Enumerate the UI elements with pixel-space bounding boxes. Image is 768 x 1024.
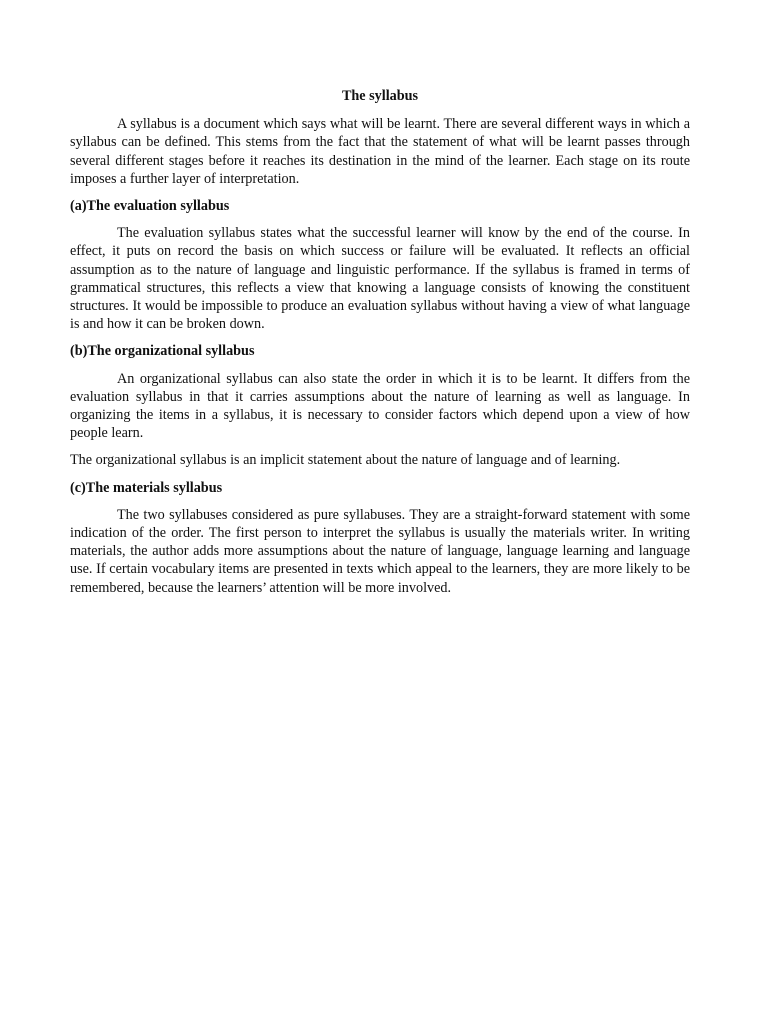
intro-paragraph: A syllabus is a document which says what will be learnt. There are several different ways in which a syllabus can be defined. This stems from the fact that the statement of what will be learnt passes through several different stages before it reaches its destination in the mind of the learner. Each stage on its route imposes a further layer of interpretation. (70, 116, 690, 187)
document-page (70, 87, 690, 606)
document-title: The syllabus (341, 88, 419, 104)
section-heading-evaluation: (a)The evaluation syllabus (70, 198, 230, 215)
materials-paragraph: The two syllabuses considered as pure syllabuses. They are a straight-forward statement with some indication of the order. The first person to interpret the syllabus is usually the materials writer. In writing materials, the author adds more assumptions about the nature of language, language learning and language use. If certain vocabulary items are presented in texts which appeal to the learners, they are more likely to be remembered, because the learners’ attention will be more involved. (70, 506, 690, 596)
organizational-summary-paragraph: The organizational syllabus is an implicit statement about the nature of language and of learning. (70, 452, 621, 469)
organizational-paragraph: An organizational syllabus can also state the order in which it is to be learnt. It differs from the evaluation syllabus in that it carries assumptions about the nature of learning as well as language. In organizing the items in a syllabus, it is necessary to consider factors which depend upon a view of how people learn. (70, 370, 690, 442)
evaluation-paragraph: The evaluation syllabus states what the successful learner will know by the end of the course. In effect, it puts on record the basis on which success or failure will be evaluated. It reflects an official assumption as to the nature of language and linguistic performance. If the syllabus is framed in terms of grammatical structures, this reflects a view that knowing a language consists of knowing the constituent structures. It would be impossible to produce an evaluation syllabus without having a view of what language is and how it can be broken down. (70, 225, 690, 333)
section-heading-organizational: (b)The organizational syllabus (70, 343, 255, 360)
section-heading-materials: (c)The materials syllabus (70, 479, 223, 496)
